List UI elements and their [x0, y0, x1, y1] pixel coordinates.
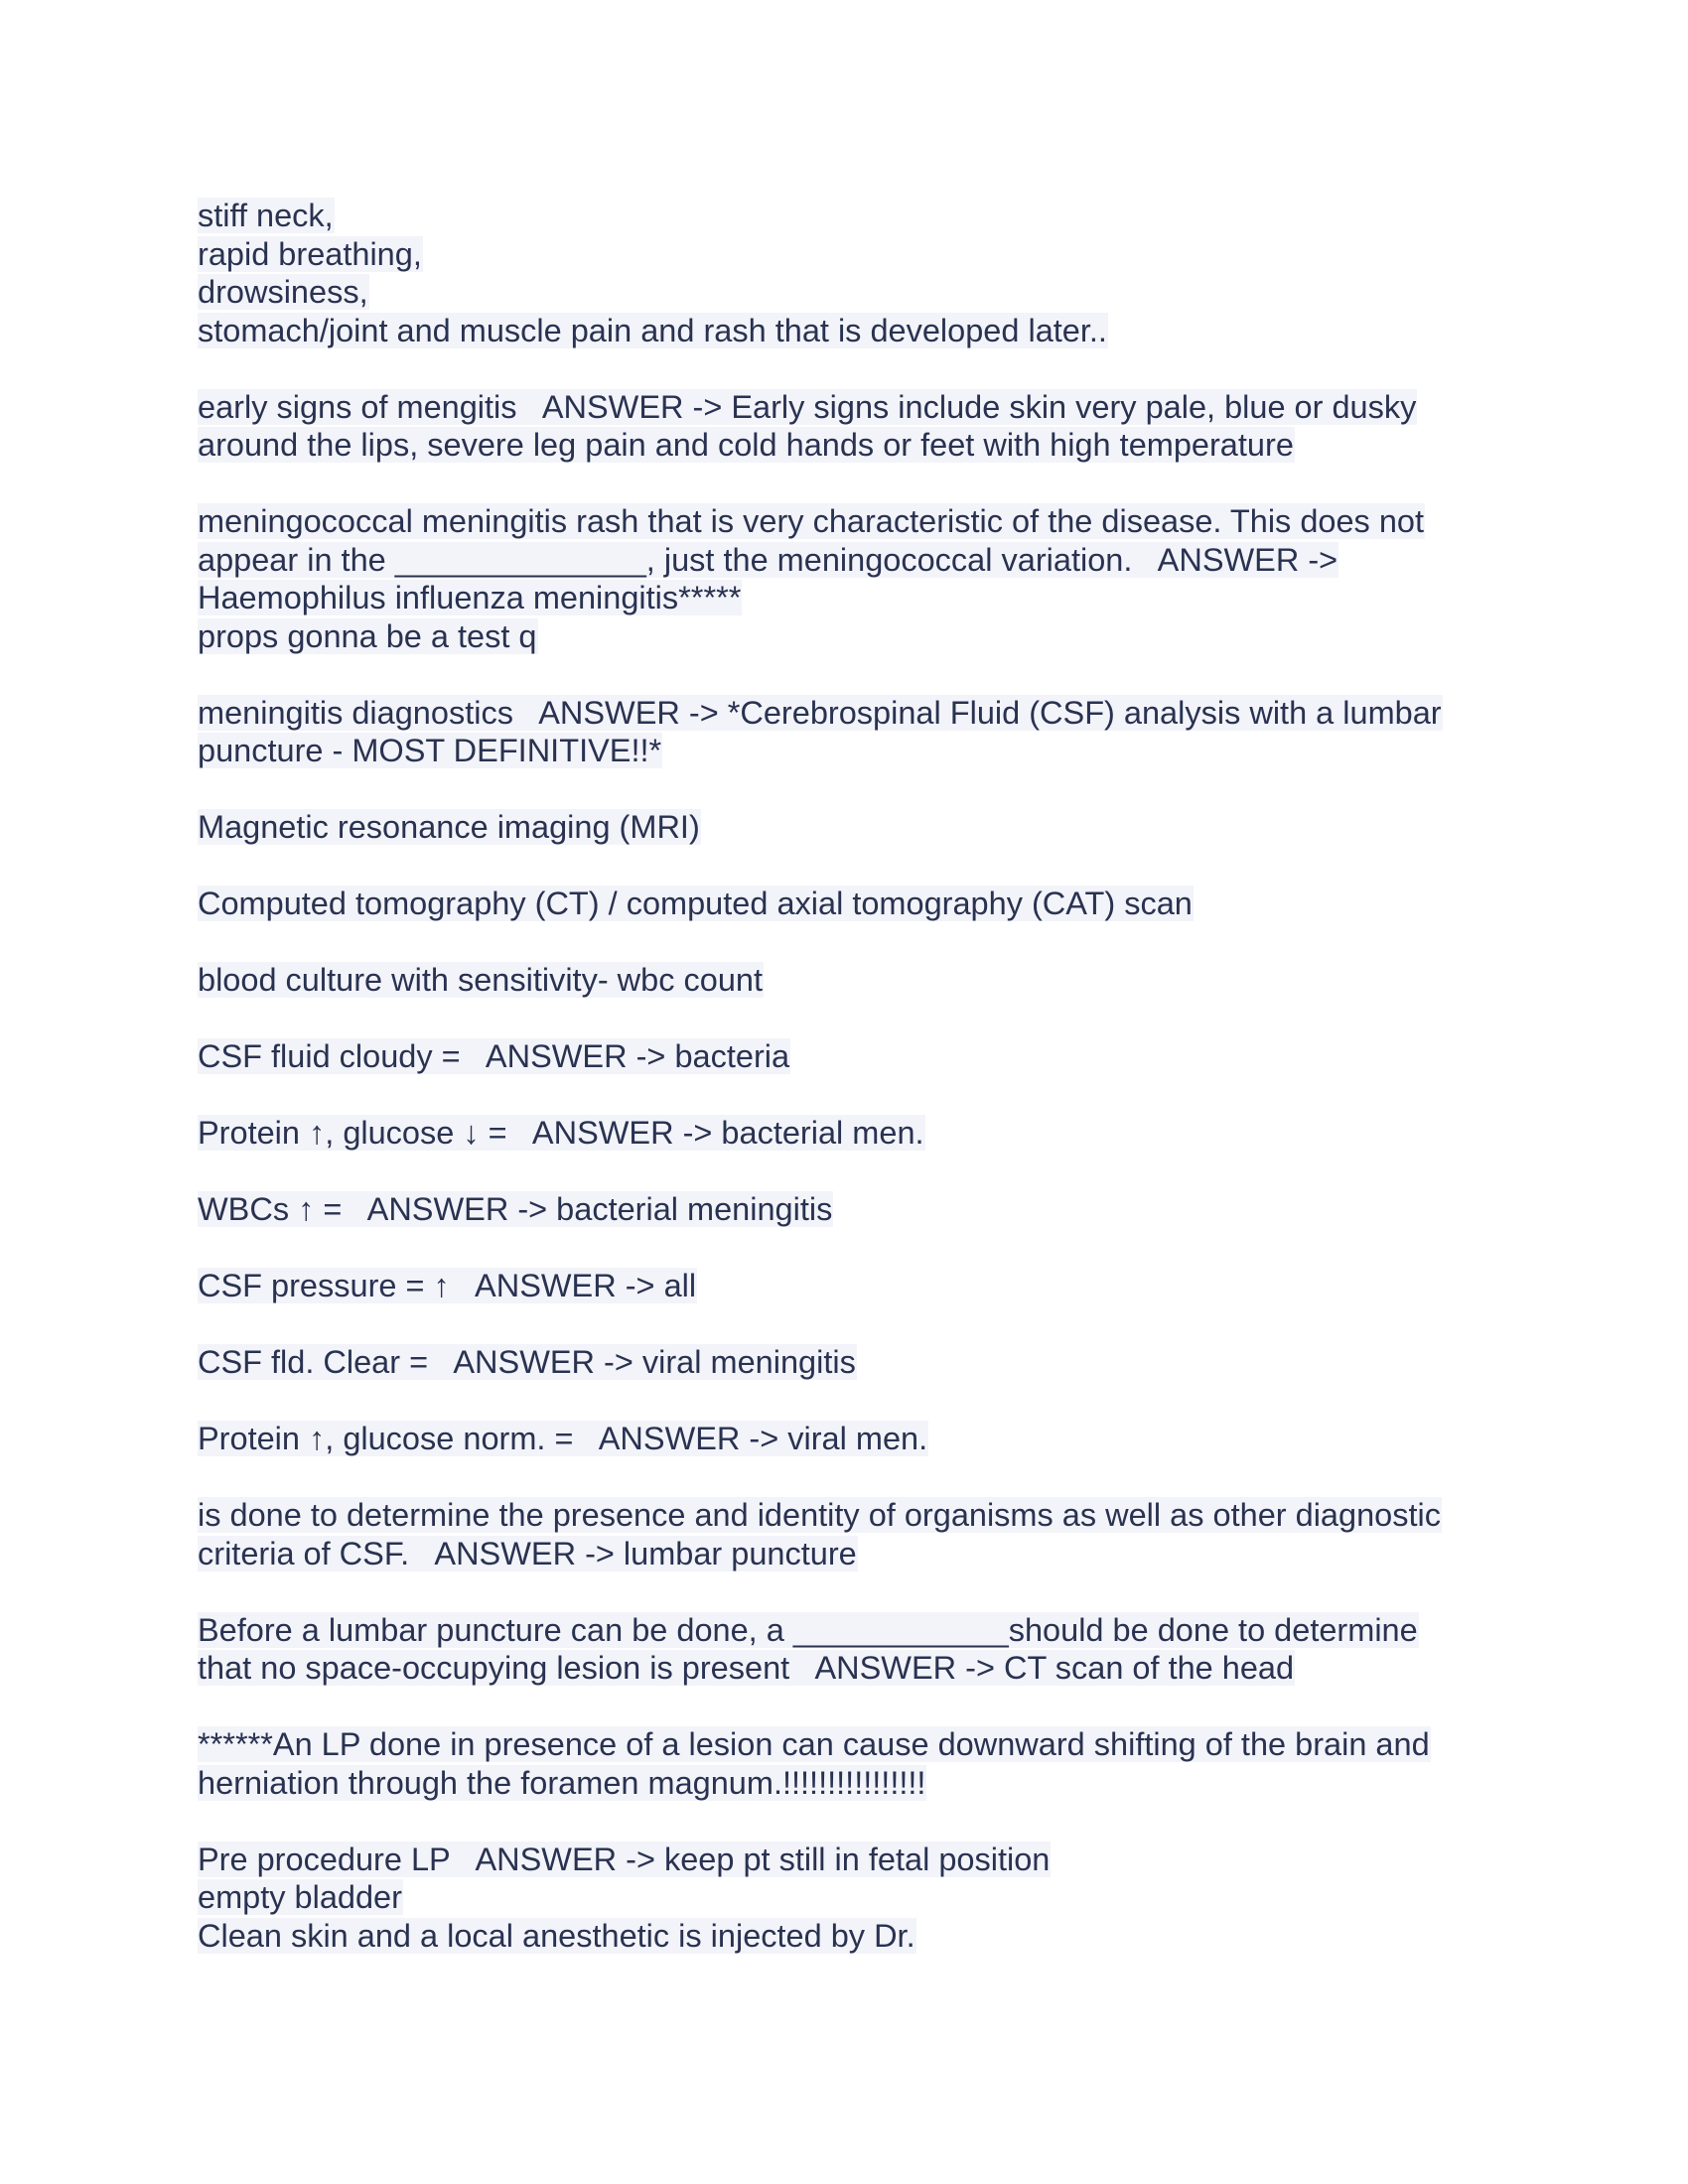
text-line — [198, 1917, 1488, 1956]
line-text: Clean skin and a local anesthetic is injected by Dr. — [198, 1917, 915, 1954]
line-text: ******An LP done in presence of a lesion can cause downward shifting of the brain and — [198, 1726, 1430, 1762]
text-block — [198, 1725, 1488, 1802]
line-text: CSF pressure = ↑ ANSWER -> all — [198, 1268, 697, 1303]
text-block — [198, 1114, 1488, 1153]
text-line — [198, 617, 1488, 656]
line-text: blood culture with sensitivity- wbc count — [198, 962, 764, 998]
text-block — [198, 197, 1488, 349]
line-text: early signs of mengitis ANSWER -> Early signs include skin very pale, blue or dusky — [198, 388, 1417, 425]
text-line — [198, 808, 1488, 847]
text-line — [198, 1496, 1488, 1535]
text-line — [198, 961, 1488, 1000]
text-line — [198, 1535, 1488, 1573]
text-line — [198, 1764, 1488, 1803]
text-line — [198, 197, 1488, 235]
line-text: Computed tomography (CT) / computed axial tomography (CAT) scan — [198, 886, 1193, 921]
text-line — [198, 1611, 1488, 1650]
text-line — [198, 388, 1488, 427]
text-block — [198, 388, 1488, 465]
text-block — [198, 885, 1488, 923]
text-line — [198, 502, 1488, 541]
line-text: is done to determine the presence and identity of organisms as well as other diagnostic — [198, 1497, 1441, 1533]
text-line — [198, 1267, 1488, 1305]
text-line — [198, 694, 1488, 733]
line-text: stiff neck, — [198, 198, 334, 233]
line-text: props gonna be a test q — [198, 617, 537, 654]
text-block — [198, 502, 1488, 655]
line-text: criteria of CSF. ANSWER -> lumbar puncture — [198, 1535, 857, 1571]
text-line — [198, 1420, 1488, 1458]
text-line — [198, 1343, 1488, 1382]
text-line — [198, 579, 1488, 617]
line-text: Magnetic resonance imaging (MRI) — [198, 809, 700, 845]
text-line — [198, 1878, 1488, 1917]
text-block — [198, 1190, 1488, 1229]
line-text: herniation through the foramen magnum.!!!!!!!!!!!!!!!! — [198, 1764, 926, 1801]
text-block — [198, 1037, 1488, 1076]
line-text: puncture - MOST DEFINITIVE!!* — [198, 733, 662, 768]
line-text: empty bladder — [198, 1879, 402, 1915]
text-line — [198, 1725, 1488, 1764]
line-text: drowsiness, — [198, 274, 368, 310]
line-text: appear in the ______________, just the meningococcal variation. ANSWER -> — [198, 541, 1338, 578]
text-line — [198, 885, 1488, 923]
document-body — [198, 197, 1488, 1993]
line-text: Pre procedure LP ANSWER -> keep pt still in fetal position — [198, 1841, 1051, 1877]
text-block — [198, 1611, 1488, 1688]
text-line — [198, 1190, 1488, 1229]
line-text: rapid breathing, — [198, 235, 422, 272]
line-text: Protein ↑, glucose ↓ = ANSWER -> bacterial men. — [198, 1115, 924, 1151]
line-text: that no space-occupying lesion is present ANSWER -> CT scan of the head — [198, 1650, 1295, 1686]
text-line — [198, 1649, 1488, 1688]
text-block — [198, 1420, 1488, 1458]
line-text: Haemophilus influenza meningitis***** — [198, 580, 742, 615]
text-block — [198, 1496, 1488, 1572]
text-block — [198, 1841, 1488, 1956]
line-text: Before a lumbar puncture can be done, a ____________should be done to determine — [198, 1611, 1418, 1648]
text-line — [198, 312, 1488, 350]
text-line — [198, 732, 1488, 770]
text-line — [198, 1114, 1488, 1153]
line-text: CSF fld. Clear = ANSWER -> viral meningitis — [198, 1344, 856, 1380]
text-block — [198, 1267, 1488, 1305]
line-text: Protein ↑, glucose norm. = ANSWER -> viral men. — [198, 1421, 928, 1456]
text-line — [198, 1037, 1488, 1076]
text-line — [198, 273, 1488, 312]
line-text: WBCs ↑ = ANSWER -> bacterial meningitis — [198, 1191, 833, 1227]
line-text: meningococcal meningitis rash that is very characteristic of the disease. This does not — [198, 503, 1424, 539]
text-block — [198, 1343, 1488, 1382]
text-block — [198, 961, 1488, 1000]
text-line — [198, 541, 1488, 580]
text-block — [198, 694, 1488, 770]
line-text: CSF fluid cloudy = ANSWER -> bacteria — [198, 1038, 790, 1074]
line-text: meningitis diagnostics ANSWER -> *Cerebrospinal Fluid (CSF) analysis with a lumbar — [198, 694, 1442, 731]
line-text: around the lips, severe leg pain and cold hands or feet with high temperature — [198, 427, 1294, 463]
text-line — [198, 1841, 1488, 1879]
text-block — [198, 808, 1488, 847]
text-line — [198, 235, 1488, 274]
line-text: stomach/joint and muscle pain and rash that is developed later.. — [198, 312, 1107, 348]
text-line — [198, 426, 1488, 465]
